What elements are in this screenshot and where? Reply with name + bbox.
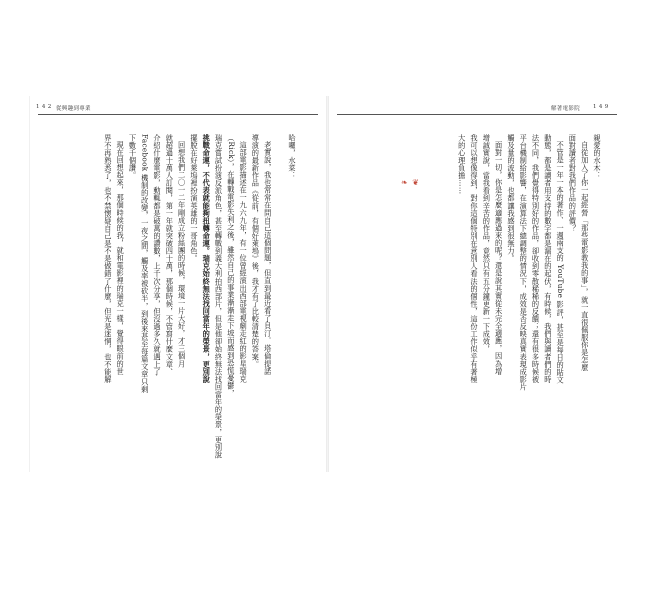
left-paragraph-line: 現在回想起來，那個時候的我，就和電影裡的瑞克一樣，覺得眼前的世	[116, 141, 126, 376]
right-paragraph-line: 面對一切，你是怎麼適應過來的呢？還是說其實從未完全適應，因為增	[494, 141, 504, 376]
left-paragraph-line: 介紹什麼電影，動輒都是破萬的讚數，上千次分享，但沒過多久就遇上了	[153, 134, 163, 376]
right-paragraph-line: 大的心理負擔……	[457, 134, 467, 195]
right-running-title: 解著電影院	[551, 106, 581, 112]
right-paragraph-line: 法不同，我們覺得特別好的作品，卻收到零散稀稀的反饋；還有很多時候被	[531, 134, 541, 384]
left-paragraph-line: 擺脫在好萊塢裡扮演英雄的一哥角色。	[189, 134, 199, 263]
right-body-text	[455, 134, 603, 464]
right-page-number: 1 4 9	[593, 104, 609, 110]
left-paragraph-line: 界不再熟悉了，也不禁懷疑自己是不是做錯了什麼，但光是迷惘，也不能解	[103, 134, 113, 384]
left-blank-line	[274, 134, 286, 464]
right-paragraph-line: 面對讀者對我們作品的評價？	[568, 134, 578, 233]
right-salutation: 親愛的水木：	[593, 134, 602, 180]
right-paragraph-line: 動態，都是讀者用支持的數字都是漏在的起伏，有時候，我們與讀者們的時	[543, 134, 553, 384]
right-paragraph-line: 自從加入了你一起經營「那些電影教我的事」，就一直很佩服你是怎麼	[580, 141, 590, 372]
left-paragraph-line: 回想我們二〇一二年剛成立粉絲團的時候，環境一片大好，才三個月	[177, 141, 187, 368]
right-paragraph-line: 我可以想像得到，對你這個特別在意別人看法的個性，這份工作似乎有著極	[470, 134, 480, 384]
left-salutation: 哈囉，水菜：	[288, 134, 297, 180]
left-header-rule	[38, 114, 318, 115]
right-book-page	[329, 96, 625, 472]
left-paragraph-line: 這部電影描述在一九六九年，有一位曾經演出西部電視劇走紅的影星瑞克	[239, 141, 249, 383]
right-paragraph-line: 增誠實說，當我看到辛苦的作品，竟然只有五分鐘更新一下成效，	[482, 134, 492, 353]
left-body-text	[102, 134, 298, 464]
left-page-number: 1 4 2	[36, 104, 52, 110]
decorative-ornament-icon: ❧ ❦	[401, 178, 420, 187]
left-emphasis-line: 挑戰命運，不代表就能夠扭轉命運。瑞克始終無法找回當年的榮景，更別說	[202, 134, 212, 384]
left-book-page	[30, 96, 326, 472]
left-paragraph-line: 瑞克嘗試扮演反派角色，甚至轉戰到義大利拍西部片，但是他卻始終無法找回當年的榮景，更別說	[214, 134, 224, 459]
left-paragraph-line: 導演的最新作品《從前，有個好萊塢》後，我才有了比較清楚的答案。	[251, 134, 261, 369]
right-header-rule	[337, 114, 617, 115]
left-paragraph-line: （Rick），在轉戰電影失利之後，雖然自己的事業漸漸走下坡而感到恐慌憂鬱，	[226, 134, 236, 398]
right-paragraph-line: 平台機制給影響，在演算法下總調整的情況下，成效是否反映真實表現成影片	[519, 134, 529, 391]
left-running-title: 從興趣到專業	[56, 106, 91, 112]
right-paragraph-line: 不管是一年一本的著作、一週兩支的 YouTube 影評，甚至是每日的貼文	[556, 141, 566, 385]
left-paragraph-line: 就超過十萬人訂閱，第一年就突破四十萬，那個時候，不管寫什麼文章、	[165, 134, 175, 376]
left-paragraph-line: 老實說，我也常常在問自己這個問題，但直到最近看了貝汀．塔倫提諾	[263, 141, 273, 376]
right-paragraph-line: 觸及量的波動，也都讓我感到很無力。	[506, 134, 516, 263]
left-paragraph-line: 下數千個讚。	[128, 134, 138, 180]
left-paragraph-line: Facebook 機制的改變，一夜之間，觸及率被砍半，到後來甚至每篇文章只剩	[140, 134, 150, 394]
